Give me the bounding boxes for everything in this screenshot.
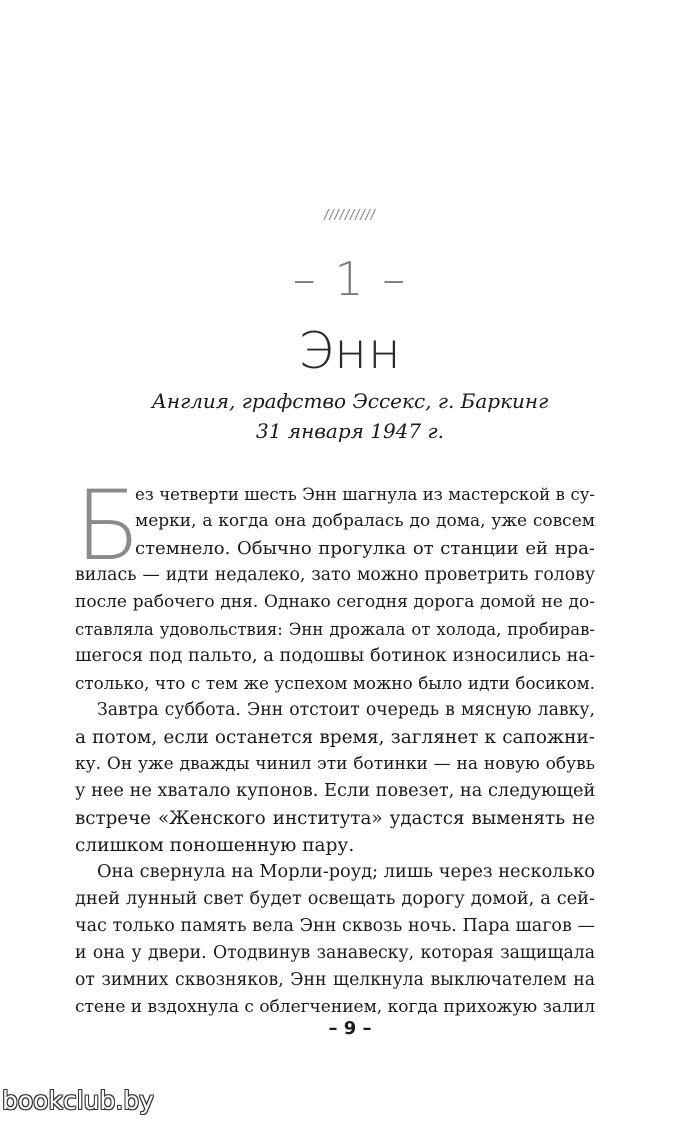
text-line: после рабочего дня. Однако сегодня дорога домой не до-	[75, 592, 595, 612]
text-line: а потом, если останется время, заглянет к сапожни-	[75, 727, 595, 748]
chapter-location	[0, 386, 700, 446]
chapter-number: – 1 –	[292, 252, 408, 306]
text-line: от зимних сквозняков, Энн щелкнула выключателем на	[75, 970, 595, 990]
page-number: – 9 –	[328, 1018, 372, 1039]
text-line: и она у двери. Отодвинув занавеску, которая защищала	[75, 943, 595, 963]
drop-cap: Б	[75, 470, 141, 582]
text-line: стене и вздохнула с облегчением, когда прихожую залил	[75, 997, 595, 1017]
text-line: ставляла удовольствия: Энн дрожала от холода, пробирав-	[75, 620, 595, 639]
chapter-ornament: //////////	[324, 207, 376, 224]
text-line: ку. Он уже дважды чинил эти ботинки — на новую обувь	[75, 754, 595, 774]
text-line: шегося под пальто, а подошвы ботинок износились на-	[75, 646, 595, 666]
date-line: 31 января 1947 г.	[256, 419, 444, 443]
text-line: встрече «Женского института» удастся выменять не	[75, 808, 595, 829]
body-text	[75, 470, 595, 1021]
watermark-logo: bookclub.by	[2, 1086, 154, 1115]
text-line: мерки, а когда она добралась до дома, уже совсем	[135, 511, 595, 531]
text-line: час только память вела Энн сквозь ночь. Пара шагов —	[75, 916, 595, 936]
text-line: Завтра суббота. Энн отстоит очередь в мясную лавку,	[97, 700, 595, 720]
text-line: вилась — идти недалеко, зато можно проветрить голову	[75, 565, 595, 585]
text-line: дней лунный свет будет освещать дорогу домой, а сей-	[75, 889, 595, 909]
text-line: стемнело. Обычно прогулка от станции ей нра-	[135, 538, 595, 559]
location-line: Англия, графство Эссекс, г. Баркинг	[151, 389, 549, 413]
text-line: столько, что с тем же успехом можно было идти босиком.	[75, 673, 595, 693]
chapter-title: Энн	[298, 322, 402, 380]
text-line: слишком поношенную пару.	[75, 835, 355, 856]
text-line: у нее не хватало купонов. Если повезет, на следующей	[75, 781, 595, 801]
text-line: ез четверти шесть Энн шагнула из мастерской в су-	[135, 485, 595, 504]
text-line: Она свернула на Морли-роуд; лишь через несколько	[97, 862, 595, 882]
